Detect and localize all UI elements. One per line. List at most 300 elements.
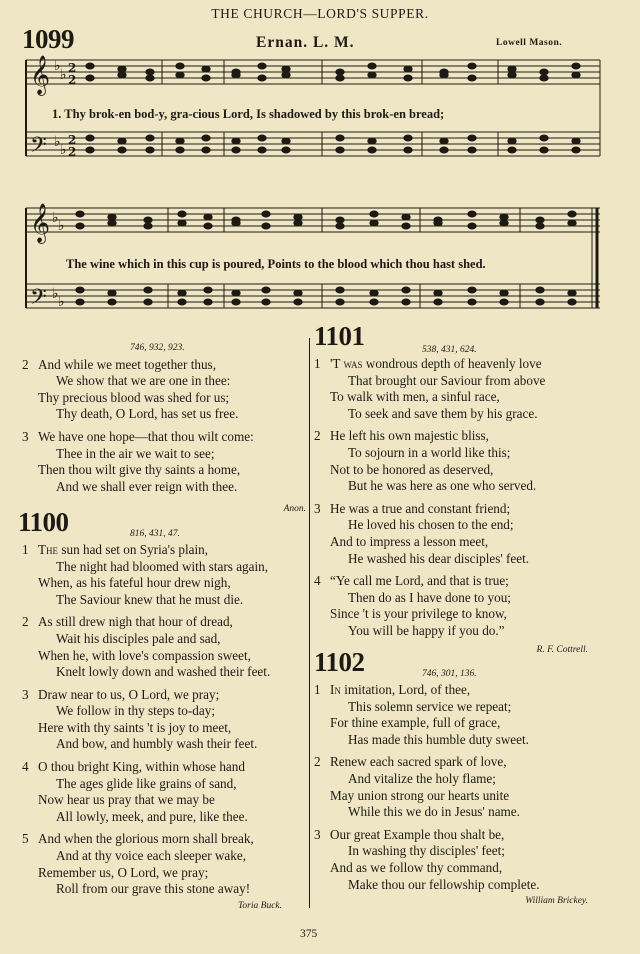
note-head xyxy=(144,223,152,229)
note-head xyxy=(368,72,376,78)
svg-text:𝄞: 𝄞 xyxy=(30,203,51,243)
stanza-number: 4 xyxy=(22,759,29,775)
note-head xyxy=(232,72,240,78)
note-head xyxy=(258,135,266,141)
stanza-number: 2 xyxy=(22,614,29,630)
treble-clef-icon: 𝄞 xyxy=(30,55,51,95)
verse-line xyxy=(314,715,614,732)
page-number: 375 xyxy=(300,928,318,940)
note-head xyxy=(108,214,116,220)
verse-line xyxy=(22,542,306,559)
stanza xyxy=(314,356,614,422)
note-head xyxy=(468,135,476,141)
verse-line xyxy=(22,462,306,479)
note-head xyxy=(146,135,154,141)
note-head xyxy=(370,290,378,296)
verse-text: This solemn service we repeat; xyxy=(348,698,512,714)
note-head xyxy=(508,147,516,153)
note-head xyxy=(258,75,266,81)
hymn-number-1099: 1099 xyxy=(22,24,74,54)
verse-line xyxy=(22,687,306,704)
verse-line xyxy=(314,843,614,860)
note-head xyxy=(262,223,270,229)
verse-text: Then thou wilt give thy saints a home, xyxy=(38,462,241,478)
note-head xyxy=(86,147,94,153)
note-head xyxy=(294,214,302,220)
note-head xyxy=(282,66,290,72)
verse-text: We follow in thy steps to-day; xyxy=(56,703,215,719)
stanza-number: 2 xyxy=(22,356,29,372)
note-head xyxy=(468,299,476,305)
note-head xyxy=(294,290,302,296)
note-head xyxy=(202,147,210,153)
note-head xyxy=(440,138,448,144)
note-head xyxy=(508,66,516,72)
stanza-number: 1 xyxy=(22,541,29,557)
verse-line xyxy=(22,759,306,776)
note-head xyxy=(258,63,266,69)
verse-text: While this we do in Jesus' name. xyxy=(348,804,520,820)
verse-line xyxy=(314,373,614,390)
note-head xyxy=(204,223,212,229)
stanza-number: 5 xyxy=(22,831,29,847)
verse-line xyxy=(314,573,614,590)
note-head xyxy=(178,220,186,226)
refs-1099: 746, 932, 923. xyxy=(130,343,185,353)
verse-line xyxy=(22,792,306,809)
note-head xyxy=(202,66,210,72)
note-head xyxy=(118,147,126,153)
verse-line xyxy=(22,664,306,681)
stanza xyxy=(22,614,306,680)
verse-line xyxy=(314,754,614,771)
verse-text: Knelt lowly down and washed their feet. xyxy=(56,664,271,680)
svg-text:♭: ♭ xyxy=(52,286,59,302)
verse-line xyxy=(314,551,614,568)
note-head xyxy=(370,211,378,217)
hymn-number-1100: 1100 xyxy=(18,506,69,537)
verse-text: Now hear us pray that we may be xyxy=(38,792,215,808)
verse-text: Renew each sacred spark of love, xyxy=(330,754,507,770)
note-head xyxy=(336,135,344,141)
verse-line xyxy=(22,831,306,848)
verse-text: And when the glorious morn shall break, xyxy=(38,831,254,847)
verse-line xyxy=(22,390,306,407)
note-head xyxy=(146,147,154,153)
note-head xyxy=(262,211,270,217)
note-head xyxy=(434,299,442,305)
note-head xyxy=(572,147,580,153)
verse-text: May union strong our hearts unite xyxy=(330,787,510,803)
verse-line xyxy=(314,771,614,788)
note-head xyxy=(336,223,344,229)
verse-text: And while we meet together thus, xyxy=(38,356,216,372)
svg-text:♭: ♭ xyxy=(52,210,59,226)
note-head xyxy=(572,63,580,69)
refs-1101: 538, 431, 624. xyxy=(422,345,477,355)
verse-line xyxy=(22,703,306,720)
verse-line xyxy=(314,406,614,423)
verse-line xyxy=(314,590,614,607)
note-head xyxy=(540,147,548,153)
note-head xyxy=(282,147,290,153)
verse-text: Has made this humble duty sweet. xyxy=(348,731,529,747)
verse-line xyxy=(314,699,614,716)
verse-line xyxy=(314,827,614,844)
stanza xyxy=(22,687,306,753)
verse-text: And vitalize the holy flame; xyxy=(348,771,496,787)
verse-line xyxy=(22,373,306,390)
note-head xyxy=(294,220,302,226)
note-head xyxy=(232,138,240,144)
verse-line xyxy=(314,534,614,551)
note-head xyxy=(404,75,412,81)
music-score xyxy=(0,0,640,330)
author-1102: William Brickey. xyxy=(525,896,588,907)
svg-text:♭: ♭ xyxy=(60,67,67,83)
verse-line xyxy=(22,559,306,576)
stanza xyxy=(314,827,614,893)
hymn-1099-stanzas xyxy=(22,357,306,496)
verse-line xyxy=(314,860,614,877)
note-head xyxy=(536,287,544,293)
note-head xyxy=(568,211,576,217)
stanza xyxy=(314,754,614,820)
composer: Lowell Mason. xyxy=(496,38,563,48)
note-head xyxy=(568,220,576,226)
verse-line xyxy=(22,736,306,753)
verse-line xyxy=(314,517,614,534)
stanza xyxy=(22,831,306,897)
note-head xyxy=(202,135,210,141)
verse-text: To seek and save them by his grace. xyxy=(348,405,538,421)
first-word: The xyxy=(38,541,59,557)
verse-line xyxy=(22,429,306,446)
bass-clef-icon: 𝄢 xyxy=(30,133,47,163)
verse-text: And to impress a lesson meet, xyxy=(330,533,489,549)
verse-text: All lowly, meek, and pure, like thee. xyxy=(56,808,248,824)
note-head xyxy=(262,299,270,305)
stanza-number: 1 xyxy=(314,682,321,698)
note-head xyxy=(536,299,544,305)
verse-line xyxy=(22,479,306,496)
note-head xyxy=(468,75,476,81)
note-head xyxy=(402,223,410,229)
note-head xyxy=(368,138,376,144)
note-head xyxy=(146,75,154,81)
verse-line xyxy=(314,501,614,518)
note-head xyxy=(368,147,376,153)
verse-text: sun had set on Syria's plain, xyxy=(58,541,209,557)
lyric-line-2: The wine which in this cup is poured, Points to the blood which thou hast shed. xyxy=(66,257,486,271)
right-column xyxy=(314,321,614,910)
svg-text:♭: ♭ xyxy=(54,134,61,150)
note-head xyxy=(76,287,84,293)
note-head xyxy=(468,287,476,293)
verse-text: The Saviour knew that he must die. xyxy=(56,591,244,607)
note-head xyxy=(336,287,344,293)
stanza xyxy=(22,429,306,495)
note-head xyxy=(176,72,184,78)
verse-line xyxy=(22,631,306,648)
running-title: THE CHURCH—LORD'S SUPPER. xyxy=(211,6,429,21)
note-head xyxy=(568,299,576,305)
stanza-number: 2 xyxy=(314,428,321,444)
verse-line xyxy=(22,848,306,865)
verse-text: As still drew nigh that hour of dread, xyxy=(38,614,233,630)
note-head xyxy=(540,75,548,81)
svg-text:♭: ♭ xyxy=(54,58,61,74)
note-head xyxy=(144,217,152,223)
note-head xyxy=(434,290,442,296)
note-head xyxy=(536,217,544,223)
verse-text: And bow, and humbly wash their feet. xyxy=(56,736,258,752)
note-head xyxy=(336,217,344,223)
verse-line xyxy=(22,881,306,898)
stanza-number: 2 xyxy=(314,754,321,770)
note-head xyxy=(468,63,476,69)
hymn-1100-stanzas xyxy=(22,542,306,898)
note-head xyxy=(540,135,548,141)
verse-line xyxy=(22,357,306,374)
verse-line xyxy=(22,720,306,737)
note-head xyxy=(336,75,344,81)
verse-line xyxy=(22,614,306,631)
verse-line xyxy=(22,776,306,793)
note-head xyxy=(204,287,212,293)
verse-text: He was a true and constant friend; xyxy=(330,500,511,516)
note-head xyxy=(118,66,126,72)
first-word: In xyxy=(330,682,341,698)
note-head xyxy=(282,72,290,78)
verse-text: But he was here as one who served. xyxy=(348,478,537,494)
note-head xyxy=(176,138,184,144)
svg-text:𝄢: 𝄢 xyxy=(30,285,47,315)
note-head xyxy=(572,138,580,144)
author-1099: Anon. xyxy=(283,504,306,515)
note-head xyxy=(202,75,210,81)
svg-text:2: 2 xyxy=(68,61,77,75)
stanza xyxy=(314,501,614,567)
note-head xyxy=(440,72,448,78)
verse-text: The ages glide like grains of sand, xyxy=(56,775,237,791)
note-head xyxy=(86,63,94,69)
note-head xyxy=(404,135,412,141)
verse-text: You will be happy if you do.” xyxy=(348,622,505,638)
stanza xyxy=(22,357,306,423)
verse-text: To sojourn in a world like this; xyxy=(348,444,511,460)
verse-line xyxy=(22,648,306,665)
author-1100: Toria Buck. xyxy=(238,900,282,911)
stanza xyxy=(22,759,306,825)
svg-text:♭: ♭ xyxy=(58,294,65,310)
refs-1102: 746, 301, 136. xyxy=(422,669,477,680)
verse-text: The night had bloomed with stars again, xyxy=(56,558,269,574)
verse-line xyxy=(22,592,306,609)
verse-text: O thou bright King, within whose hand xyxy=(38,759,245,775)
verse-line xyxy=(22,865,306,882)
note-head xyxy=(500,299,508,305)
note-head xyxy=(336,147,344,153)
stanza xyxy=(314,682,614,748)
note-head xyxy=(232,290,240,296)
stanza xyxy=(314,428,614,494)
stanza-number: 3 xyxy=(22,428,29,444)
note-head xyxy=(370,220,378,226)
note-head xyxy=(76,223,84,229)
verse-text: Roll from our grave this stone away! xyxy=(56,881,251,897)
note-head xyxy=(204,299,212,305)
note-head xyxy=(118,72,126,78)
verse-text: Thy precious blood was shed for us; xyxy=(38,389,230,405)
note-head xyxy=(86,75,94,81)
verse-line xyxy=(22,446,306,463)
note-head xyxy=(86,135,94,141)
verse-text: wondrous depth of heavenly love xyxy=(362,356,542,371)
svg-text:♭: ♭ xyxy=(60,142,67,158)
verse-text: And at thy voice each sleeper wake, xyxy=(56,848,247,864)
verse-line xyxy=(314,445,614,462)
hymn-number-1101: 1101 xyxy=(314,321,365,351)
note-head xyxy=(204,214,212,220)
note-head xyxy=(508,72,516,78)
verse-text: We show that we are one in thee: xyxy=(56,373,231,389)
note-head xyxy=(404,66,412,72)
verse-line xyxy=(314,478,614,495)
verse-text: And as we follow thy command, xyxy=(330,860,503,876)
verse-text: He left his own majestic bliss, xyxy=(330,428,489,444)
refs-1100: 816, 431, 47. xyxy=(130,528,180,539)
verse-text: Remember us, O Lord, we pray; xyxy=(38,864,209,880)
hymn-number-1102: 1102 xyxy=(314,647,365,678)
note-head xyxy=(572,72,580,78)
note-head xyxy=(500,214,508,220)
note-head xyxy=(108,299,116,305)
note-head xyxy=(232,299,240,305)
note-head xyxy=(404,147,412,153)
tune-name: Ernan. L. M. xyxy=(256,34,355,51)
note-head xyxy=(258,147,266,153)
verse-text: Since 't is your privilege to know, xyxy=(330,606,507,622)
verse-line xyxy=(22,809,306,826)
verse-text: Draw near to us, O Lord, we pray; xyxy=(38,686,220,702)
svg-text:2: 2 xyxy=(68,73,77,87)
verse-text: When he, with love's compassion sweet, xyxy=(38,647,251,663)
verse-text: imitation, Lord, of thee, xyxy=(340,682,471,698)
verse-text: We have one hope—that thou wilt come: xyxy=(38,428,254,444)
note-head xyxy=(146,69,154,75)
note-head xyxy=(144,287,152,293)
verse-line xyxy=(314,804,614,821)
note-head xyxy=(108,220,116,226)
note-head xyxy=(500,220,508,226)
note-head xyxy=(108,290,116,296)
verse-text: For thine example, full of grace, xyxy=(330,715,501,731)
note-head xyxy=(402,287,410,293)
note-head xyxy=(232,220,240,226)
note-head xyxy=(568,290,576,296)
note-head xyxy=(468,211,476,217)
note-head xyxy=(402,299,410,305)
verse-text: Then do as I have done to you; xyxy=(348,589,511,605)
left-column xyxy=(18,340,306,914)
stanza xyxy=(314,573,614,639)
first-word: 'T was xyxy=(330,356,363,371)
stanza-number: 1 xyxy=(314,356,321,371)
note-head xyxy=(232,147,240,153)
lyric-line-1: 1. Thy brok-en bod-y, gra-cious Lord, Is shadowed by this brok-en bread; xyxy=(52,107,445,121)
svg-text:♭: ♭ xyxy=(58,218,65,234)
stanza-number: 3 xyxy=(314,826,321,842)
verse-text: Here with thy saints 't is joy to meet, xyxy=(38,719,232,735)
verse-text: And we shall ever reign with thee. xyxy=(56,478,238,494)
hymn-1101-stanzas xyxy=(314,356,614,640)
note-head xyxy=(262,287,270,293)
verse-text: Make thou our fellowship complete. xyxy=(348,876,540,892)
note-head xyxy=(508,138,516,144)
verse-line xyxy=(314,428,614,445)
note-head xyxy=(468,147,476,153)
note-head xyxy=(434,220,442,226)
verse-text: Thy death, O Lord, has set us free. xyxy=(56,406,239,422)
verse-line xyxy=(314,877,614,894)
note-head xyxy=(440,147,448,153)
stanza-number: 3 xyxy=(22,686,29,702)
note-head xyxy=(176,63,184,69)
verse-line xyxy=(314,462,614,479)
author-1101: R. F. Cottrell. xyxy=(536,644,588,655)
note-head xyxy=(540,69,548,75)
note-head xyxy=(336,299,344,305)
note-head xyxy=(282,138,290,144)
verse-text: Not to be honored as deserved, xyxy=(330,461,494,477)
note-head xyxy=(468,223,476,229)
hymn-1102-stanzas xyxy=(314,682,614,893)
note-head xyxy=(402,214,410,220)
verse-line xyxy=(314,389,614,406)
verse-text: He loved his chosen to the end; xyxy=(348,517,514,533)
note-head xyxy=(294,299,302,305)
verse-text: He washed his dear disciples' feet. xyxy=(348,550,530,566)
note-head xyxy=(178,299,186,305)
stanza-number: 4 xyxy=(314,573,321,589)
note-head xyxy=(368,63,376,69)
verse-line xyxy=(314,682,614,699)
verse-text: Wait his disciples pale and sad, xyxy=(56,630,221,646)
svg-text:2: 2 xyxy=(68,133,77,147)
verse-line xyxy=(22,406,306,423)
verse-text: When, as his fateful hour drew nigh, xyxy=(38,575,231,591)
note-head xyxy=(76,211,84,217)
verse-line xyxy=(314,732,614,749)
column-divider xyxy=(309,338,310,908)
verse-text: Thee in the air we wait to see; xyxy=(56,445,215,461)
note-head xyxy=(76,299,84,305)
stanza xyxy=(22,542,306,608)
verse-line xyxy=(314,606,614,623)
svg-text:2: 2 xyxy=(68,145,77,159)
verse-text: Our great Example thou shalt be, xyxy=(330,826,505,842)
note-head xyxy=(144,299,152,305)
note-head xyxy=(370,299,378,305)
verse-line xyxy=(22,575,306,592)
stanza-number: 3 xyxy=(314,500,321,516)
note-head xyxy=(176,147,184,153)
note-head xyxy=(536,223,544,229)
note-head xyxy=(118,138,126,144)
verse-text: That brought our Saviour from above xyxy=(348,372,546,388)
verse-line xyxy=(314,788,614,805)
